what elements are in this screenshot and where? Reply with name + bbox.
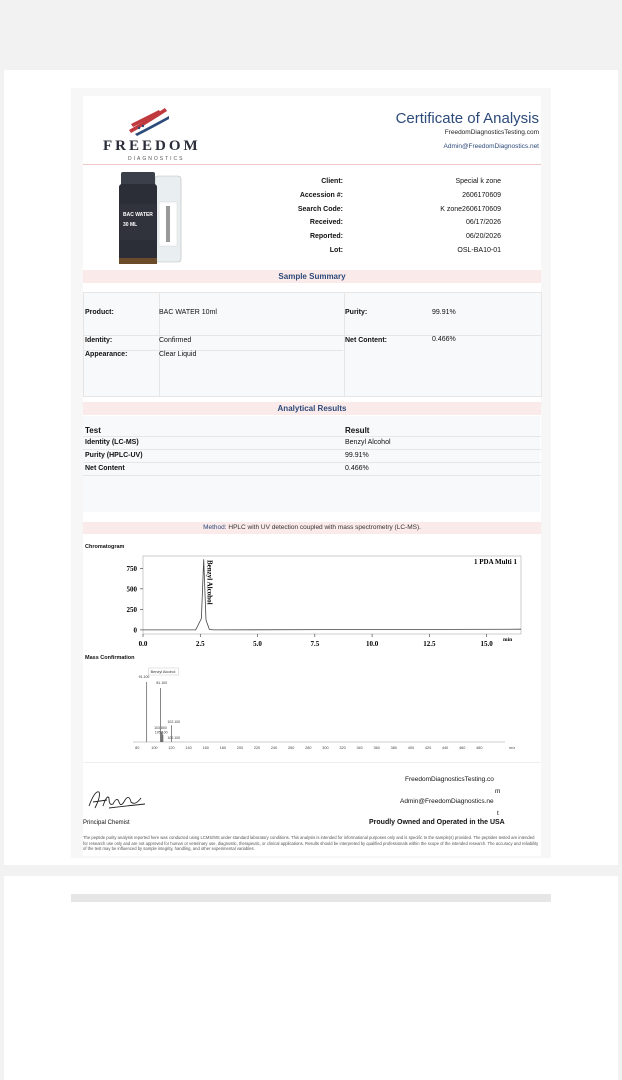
header-email[interactable]: Admin@FreedomDiagnostics.net [443, 143, 539, 150]
y-tick-label: 500 [126, 585, 137, 594]
next-page [4, 876, 618, 1080]
mass-x-tick-label: 80 [135, 746, 140, 750]
x-tick-label: 0.0 [138, 640, 148, 648]
lot-label: Lot: [329, 247, 343, 254]
lot-value: OSL-BA10-01 [457, 247, 501, 254]
mass-peak-label: 105.100 [154, 730, 168, 735]
method-band [83, 522, 541, 534]
trace-label: 1 PDA Multi 1 [474, 558, 517, 566]
mass-x-tick-label: 420 [424, 746, 432, 750]
reported-label: Reported: [309, 233, 343, 240]
results-result-2: 99.91% [345, 452, 369, 459]
identity-value: Confirmed [159, 337, 192, 344]
mass-x-tick-label: 220 [253, 746, 261, 750]
x-tick-label: 15.0 [480, 640, 493, 648]
summary-cell [83, 335, 160, 397]
mass-x-tick-label: 240 [270, 746, 278, 750]
search-code-label: Search Code: [297, 206, 343, 213]
mass-peak-label: 102.100 [167, 720, 181, 725]
mass-peak-label: 81.100 [156, 681, 168, 685]
results-row-divider [83, 449, 541, 450]
accession-value: 2606170609 [462, 192, 501, 199]
mass-x-tick-label: 280 [305, 746, 312, 750]
x-tick-label: 7.5 [310, 640, 320, 648]
chromatogram-chart [103, 554, 531, 654]
summary-cell [344, 335, 542, 397]
accession-label: Accession #: [299, 192, 343, 199]
signer-title: Principal Chemist [83, 820, 130, 826]
proudly-owned-text: Proudly Owned and Operated in the USA [369, 819, 505, 826]
y-tick-label: 250 [126, 605, 137, 614]
results-result-1: Benzyl Alcohol [345, 439, 391, 446]
logo-text: FREEDOM [103, 138, 201, 154]
product-value: BAC WATER 10ml [159, 309, 217, 316]
net-content-value: 0.466% [432, 336, 456, 343]
signature-image [85, 786, 147, 814]
chart-divider [83, 762, 541, 763]
net-content-label: Net Content: [345, 337, 387, 344]
mass-peak-title: Benzyl Alcohol [150, 670, 176, 674]
report-frame [71, 88, 551, 858]
summary-cell [159, 335, 345, 397]
results-row-divider [83, 436, 541, 437]
mass-peak-label: 103.800 [154, 726, 167, 731]
mass-peak-label: 91.100 [138, 675, 150, 679]
analytical-results-heading: Analytical Results [83, 402, 541, 415]
mass-x-tick-label: 460 [459, 746, 466, 750]
peak-label: Benzyl Alcohol [205, 560, 214, 605]
results-test-1: Identity (LC-MS) [85, 439, 139, 446]
results-col-test: Test [85, 426, 101, 435]
mass-x-tick-label: 320 [339, 746, 346, 750]
footer-email-line1[interactable]: Admin@FreedomDiagnostics.ne [400, 798, 494, 805]
flag-logo-icon [125, 106, 169, 136]
mass-peak-label: 102.100 [167, 735, 181, 740]
disclaimer-text: The peptide purity analysis reported here was conducted using LCMS/MS under standard laboratory conditions. This analysis is intended for informational purposes only and is specific to the sample(s) provided. The peptides tested are intended for research use only and are not approved for human or veterinary use, diagnostic, therapeutic, or clinical applications. Results should be interpreted by qualified professionals within the scope of the intended research. The accuracy and reliability of the test may be influenced by sample integrity, handling, and other experimental variables. [83, 835, 539, 852]
y-tick-label: 750 [126, 564, 137, 573]
mass-x-tick-label: 260 [288, 746, 295, 750]
results-col-result: Result [345, 426, 370, 435]
reported-value: 06/20/2026 [465, 233, 501, 240]
results-test-3: Net Content [85, 465, 125, 472]
mass-x-tick-label: 100 [151, 746, 158, 750]
mass-x-tick-label: 140 [185, 746, 192, 750]
client-value: Special k zone [455, 178, 501, 185]
mass-x-tick-label: 200 [236, 746, 244, 750]
vial-image [117, 172, 183, 266]
purity-label: Purity: [345, 309, 368, 316]
results-row-divider [83, 475, 541, 476]
x-tick-label: 5.0 [253, 640, 262, 648]
mass-x-tick-label: 360 [373, 746, 380, 750]
method-text: HPLC with UV detection coupled with mass spectrometry (LC-MS). [228, 524, 421, 531]
mass-x-tick-label: 180 [219, 746, 226, 750]
certificate-document [83, 96, 541, 856]
received-label: Received: [309, 219, 343, 226]
mass-x-unit: m/z [509, 746, 516, 750]
product-label: Product: [85, 309, 114, 316]
received-value: 06/17/2026 [465, 219, 501, 226]
sample-summary-heading: Sample Summary [83, 270, 541, 283]
client-label: Client: [321, 178, 343, 185]
appearance-label: Appearance: [85, 351, 128, 358]
vial-volume: 30 ML [123, 222, 138, 228]
mass-x-tick-label: 440 [441, 746, 449, 750]
mass-x-tick-label: 300 [322, 746, 329, 750]
next-page-band [71, 894, 551, 902]
mass-x-tick-label: 400 [407, 746, 415, 750]
results-test-2: Purity (HPLC-UV) [85, 452, 143, 459]
method-label: Method: [203, 524, 227, 531]
mass-x-tick-label: 380 [390, 746, 397, 750]
footer-email-line2[interactable]: t [497, 810, 499, 817]
mass-x-tick-label: 160 [202, 746, 209, 750]
logo-subtitle: DIAGNOSTICS [128, 156, 185, 162]
page-title: Certificate of Analysis [395, 110, 539, 127]
results-panel [83, 416, 540, 512]
identity-label: Identity: [85, 337, 113, 344]
report-page [4, 70, 618, 865]
vial-label: BAC WATER [123, 212, 153, 218]
results-result-3: 0.466% [345, 465, 369, 472]
purity-value: 99.91% [432, 309, 456, 316]
search-code-value: K zone2606170609 [440, 206, 501, 213]
mass-x-tick-label: 340 [356, 746, 363, 750]
x-tick-label: 10.0 [365, 640, 379, 648]
appearance-value: Clear Liquid [159, 351, 197, 358]
x-tick-label: 2.5 [195, 640, 205, 648]
mass-x-tick-label: 480 [476, 746, 483, 750]
header-divider [83, 164, 541, 165]
footer-website-line2[interactable]: m [495, 788, 501, 795]
x-unit-label: min [503, 637, 513, 643]
mass-x-tick-label: 120 [168, 746, 175, 750]
y-tick-label: 0 [133, 626, 137, 635]
footer-website-line1[interactable]: FreedomDiagnosticsTesting.co [405, 776, 494, 783]
mass-spectrum-chart [113, 666, 516, 756]
chromatogram-title: Chromatogram [85, 544, 125, 550]
results-row-divider [83, 462, 541, 463]
x-tick-label: 12.5 [423, 640, 436, 648]
mass-confirmation-title: Mass Confirmation [85, 655, 135, 661]
header-website[interactable]: FreedomDiagnosticsTesting.com [444, 129, 539, 136]
